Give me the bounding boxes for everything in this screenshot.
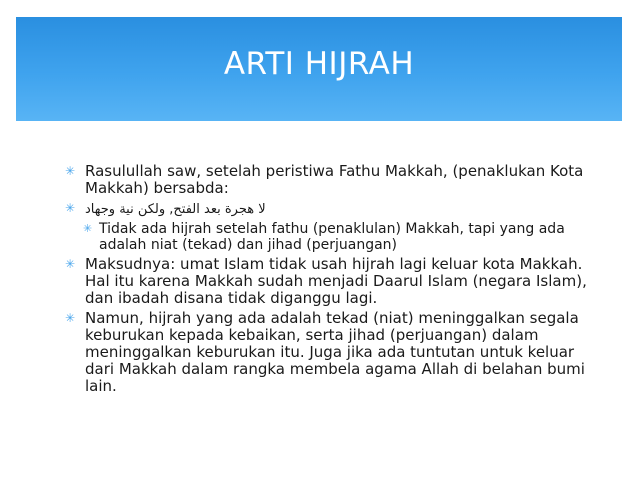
asterisk-icon: ✳ <box>65 201 76 215</box>
slide-title: ARTI HIJRAH <box>223 46 415 82</box>
list-item <box>64 256 594 307</box>
list-item <box>82 221 594 253</box>
bullet-list <box>64 163 594 398</box>
list-item <box>64 310 594 395</box>
list-item-text: Namun, hijrah yang ada adalah tekad (niat) meninggalkan segala keburukan kepada kebaikan, serta jihad (perjuangan) dalam meninggalkan keburukan itu. Juga jika ada tuntutan untuk keluar dari Makkah dalam rangka membela agama Allah di belahan bumi lain. <box>85 309 585 395</box>
list-item <box>64 200 594 218</box>
asterisk-icon: ✳ <box>65 311 76 325</box>
asterisk-icon: ✳ <box>65 257 76 271</box>
asterisk-icon: ✳ <box>65 164 76 178</box>
list-item-text: Tidak ada hijrah setelah fathu (penaklulan) Makkah, tapi yang ada adalah niat (tekad) dan jihad (perjuangan) <box>99 221 565 253</box>
arabic-quote: لا هجرة بعد الفتح, ولكن نية وجهاد <box>85 202 266 217</box>
list-item-text: Rasulullah saw, setelah peristiwa Fathu Makkah, (penaklukan Kota Makkah) bersabda: <box>85 162 584 197</box>
list-item-text: Maksudnya: umat Islam tidak usah hijrah lagi keluar kota Makkah. Hal itu karena Makkah sudah menjadi Daarul Islam (negara Islam), dan ibadah disana tidak diganggu lagi. <box>85 255 587 307</box>
asterisk-icon: ✳ <box>83 222 93 235</box>
list-item <box>64 163 594 197</box>
